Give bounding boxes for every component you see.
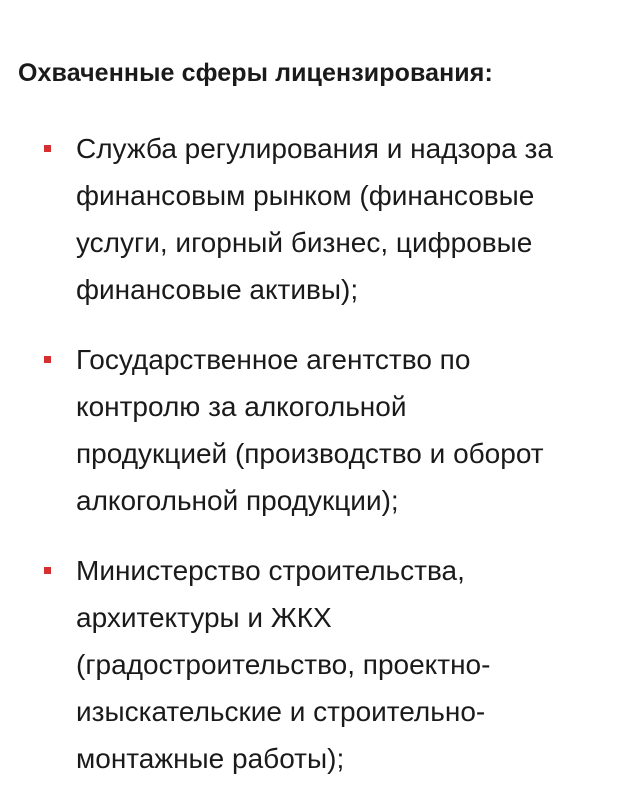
list-item-line: продукцией (производство и оборот [76, 438, 544, 469]
list-item-line: финансовым рынком (финансовые [76, 180, 535, 211]
list-item [18, 336, 622, 524]
bullet-square-icon [44, 356, 51, 363]
licensing-list [18, 125, 622, 782]
bullet-square-icon [44, 567, 51, 574]
bullet-square-icon [44, 145, 51, 152]
list-item-line: финансовые активы); [76, 274, 359, 305]
list-item [18, 125, 622, 313]
list-item-line: монтажные работы); [76, 743, 345, 774]
list-item-line: Государственное агентство по [76, 344, 471, 375]
list-item-line: Служба регулирования и надзора за [76, 133, 553, 164]
list-item-line: контролю за алкогольной [76, 391, 407, 422]
section-heading: Охваченные сферы лицензирования: [18, 59, 493, 87]
list-item [18, 547, 622, 782]
list-item-line: Министерство строительства, [76, 555, 465, 586]
list-item-line: (градостроительство, проектно- [76, 649, 491, 680]
list-item-line: изыскательские и строительно- [76, 696, 486, 727]
list-item-line: алкогольной продукции); [76, 485, 399, 516]
list-item-line: услуги, игорный бизнес, цифровые [76, 227, 533, 258]
list-item-line: архитектуры и ЖКХ [76, 602, 332, 633]
